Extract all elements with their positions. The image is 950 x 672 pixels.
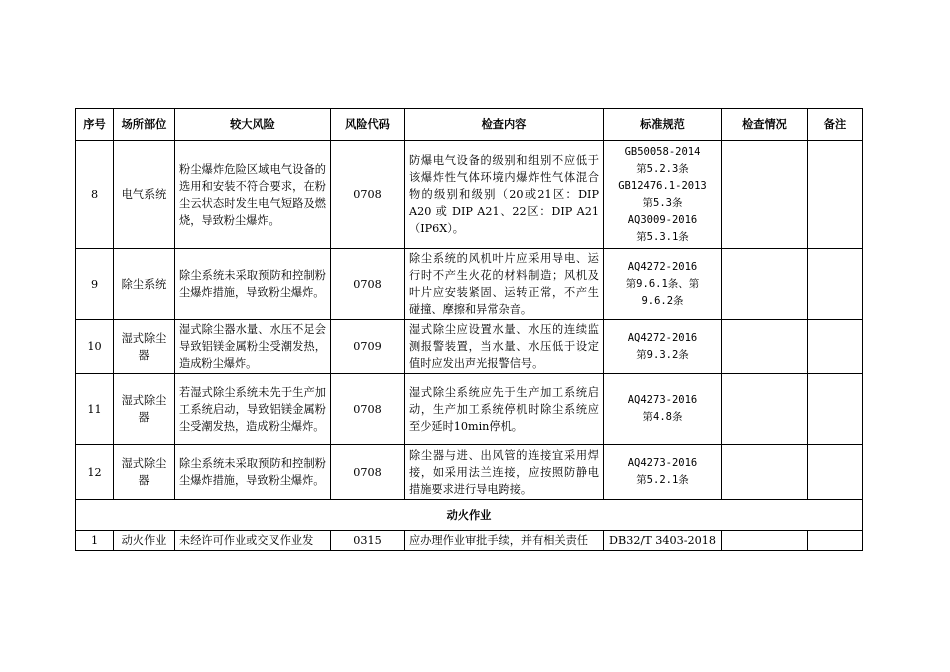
- row-location: 除尘系统: [114, 249, 175, 320]
- risk-checklist-sheet: [75, 108, 862, 551]
- standard-line: AQ3009-2016: [627, 213, 698, 226]
- row-note[interactable]: [808, 320, 863, 374]
- row-code: 0708: [331, 141, 405, 249]
- section-row: [76, 500, 863, 531]
- row-standard: [604, 374, 722, 445]
- header-standard: 标准规范: [604, 109, 722, 141]
- row-content: 除尘系统的风机叶片应采用导电、运行时不产生火花的材料制造；风机及叶片应安装紧固、运转正常，不产生碰撞、摩擦和异常杂音。: [405, 249, 604, 320]
- table-row: [76, 374, 863, 445]
- row-content: 湿式除尘应设置水量、水压的连续监测报警装置，当水量、水压低于设定值时应发出声光报警信号。: [405, 320, 604, 374]
- row-no: 10: [76, 320, 114, 374]
- row-content: 湿式除尘系统应先于生产加工系统启动，生产加工系统停机时除尘系统应至少延时10min停机。: [405, 374, 604, 445]
- standard-line: 第9.3.2条: [636, 348, 689, 361]
- row-note[interactable]: [808, 445, 863, 500]
- header-status: 检查情况: [722, 109, 808, 141]
- row-location: 电气系统: [114, 141, 175, 249]
- row-standard: [604, 320, 722, 374]
- header-location: 场所部位: [114, 109, 175, 141]
- row-code: 0708: [331, 445, 405, 500]
- standard-line: 第4.8条: [642, 411, 683, 423]
- standard-line: 9.6.2条: [641, 294, 684, 307]
- row-risk: 湿式除尘器水量、水压不足会导致铝镁金属粉尘受潮发热，造成粉尘爆炸。: [175, 320, 331, 374]
- standard-line: GB12476.1-2013: [618, 179, 707, 192]
- table-row: [76, 141, 863, 249]
- row-no: 8: [76, 141, 114, 249]
- row-status[interactable]: [722, 531, 808, 551]
- row-status[interactable]: [722, 374, 808, 445]
- row-no: 1: [76, 531, 114, 551]
- header-no: 序号: [76, 109, 114, 141]
- standard-line: 第9.6.1条、第: [625, 277, 700, 290]
- header-risk: 较大风险: [175, 109, 331, 141]
- row-note[interactable]: [808, 531, 863, 551]
- header-note: 备注: [808, 109, 863, 141]
- row-risk: 未经许可作业或交叉作业发: [175, 531, 331, 551]
- row-status[interactable]: [722, 249, 808, 320]
- table-row: [76, 531, 863, 551]
- row-risk: 除尘系统未采取预防和控制粉尘爆炸措施，导致粉尘爆炸。: [175, 249, 331, 320]
- row-standard: [604, 249, 722, 320]
- table-row: [76, 249, 863, 320]
- row-code: 0709: [331, 320, 405, 374]
- standard-line: 第5.2.1条: [636, 474, 689, 486]
- row-location: 湿式除尘器: [114, 445, 175, 500]
- row-no: 9: [76, 249, 114, 320]
- header-code: 风险代码: [331, 109, 405, 141]
- row-note[interactable]: [808, 249, 863, 320]
- row-content: 应办理作业审批手续，并有相关责任: [405, 531, 604, 551]
- table-row: [76, 320, 863, 374]
- risk-checklist-table: [75, 108, 863, 551]
- standard-line: AQ4273-2016: [627, 394, 698, 406]
- row-note[interactable]: [808, 141, 863, 249]
- standard-line: 第5.3.1条: [636, 230, 689, 243]
- row-code: 0315: [331, 531, 405, 551]
- row-standard: DB32/T 3403-2018: [604, 531, 722, 551]
- row-content: 防爆电气设备的级别和组别不应低于该爆炸性气体环境内爆炸性气体混合物的级别和级别（20或21区：DIP A20 或 DIP A21、22区：DIP A21（IP6X）。: [405, 141, 604, 249]
- row-standard: [604, 141, 722, 249]
- standard-line: AQ4272-2016: [627, 260, 698, 273]
- row-risk: 粉尘爆炸危险区域电气设备的选用和安装不符合要求，在粉尘云状态时发生电气短路及燃烧，导致粉尘爆炸。: [175, 141, 331, 249]
- section-title: 动火作业: [76, 500, 863, 531]
- row-risk: 若湿式除尘系统未先于生产加工系统启动，导致铝镁金属粉尘受潮发热，造成粉尘爆炸。: [175, 374, 331, 445]
- row-location: 湿式除尘器: [114, 374, 175, 445]
- row-no: 11: [76, 374, 114, 445]
- row-status[interactable]: [722, 445, 808, 500]
- row-note[interactable]: [808, 374, 863, 445]
- table-row: [76, 445, 863, 500]
- row-location: 动火作业: [114, 531, 175, 551]
- row-risk: 除尘系统未采取预防和控制粉尘爆炸措施，导致粉尘爆炸。: [175, 445, 331, 500]
- standard-line: AQ4272-2016: [627, 331, 698, 344]
- row-content: 除尘器与进、出风管的连接宜采用焊接，如采用法兰连接，应按照防静电措施要求进行导电跨接。: [405, 445, 604, 500]
- header-content: 检查内容: [405, 109, 604, 141]
- table-header-row: [76, 109, 863, 141]
- row-code: 0708: [331, 374, 405, 445]
- row-no: 12: [76, 445, 114, 500]
- standard-line: AQ4273-2016: [627, 457, 698, 469]
- row-code: 0708: [331, 249, 405, 320]
- standard-line: GB50058-2014: [624, 145, 701, 158]
- standard-line: 第5.3条: [642, 196, 683, 209]
- row-status[interactable]: [722, 320, 808, 374]
- standard-line: 第5.2.3条: [636, 162, 689, 175]
- row-standard: [604, 445, 722, 500]
- row-location: 湿式除尘器: [114, 320, 175, 374]
- row-status[interactable]: [722, 141, 808, 249]
